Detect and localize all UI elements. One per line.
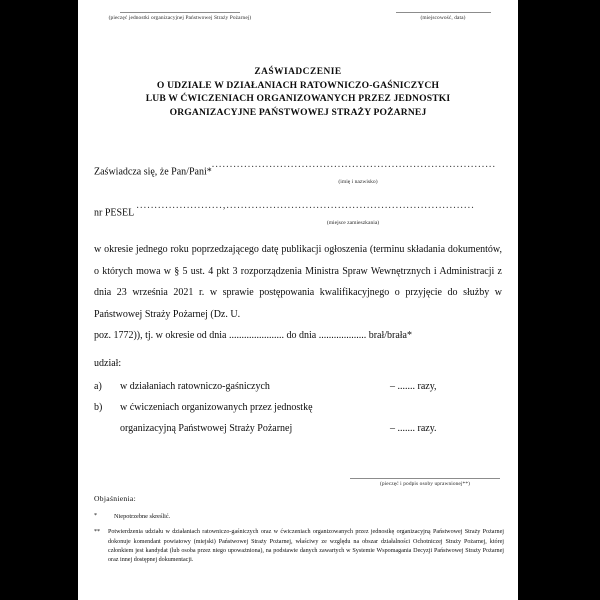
left-stamp-caption: (pieczęć jednostki organizacyjnej Państwowej Straży Pożarnej) [108,15,252,21]
name-field-dots[interactable]: ............................................................................... [211,159,497,170]
page-inner [78,0,518,600]
right-stamp-block [378,12,508,23]
pesel-field-dots[interactable]: ........................,..................................................................... [136,200,475,211]
document-page [78,0,518,600]
list-item-continuation: organizacyjną Państwowej Straży Pożarnej [120,422,293,434]
footnote-marker: ** [94,529,101,536]
list-item-marker: b) [94,401,103,413]
left-stamp-rule [120,12,240,13]
right-stamp-rule [396,12,491,13]
main-paragraph-last-line: poz. 1772)), tj. w okresie od dnia ...................... do dnia ................... brał/brała* [94,330,412,341]
footnotes-title: Objaśnienia: [94,494,136,503]
main-paragraph [94,239,502,347]
list-item-count[interactable]: – ....... razy, [390,380,437,392]
list-item [94,376,502,397]
participation-label: udział: [94,357,122,369]
participation-list [94,376,502,439]
pesel-field-label: nr PESEL [94,207,134,219]
footnote-text: Niepotrzebne skreślić. [114,513,171,520]
name-field-row [94,155,502,182]
left-stamp-block [100,12,260,23]
signature-block [340,478,510,489]
footnote-item [94,512,504,521]
name-field-label: Zaświadcza się, że Pan/Pani* [94,166,212,178]
title-line-3: LUB W ĆWICZENIACH ORGANIZOWANYCH PRZEZ JEDNOSTKI [145,93,451,105]
title-line-4: ORGANIZACYJNE PAŃSTWOWEJ STRAŻY POŻARNEJ [169,106,427,118]
list-item-count[interactable]: – ....... razy. [390,422,437,434]
list-item-text: w ćwiczeniach organizowanych przez jednostkę [120,401,313,413]
residence-caption: (miejsce zamieszkania) [326,220,380,226]
signature-rule [350,478,500,479]
list-item-marker: a) [94,380,102,392]
document-title [90,66,506,119]
list-item-text: w działaniach ratowniczo-gaśniczych [120,380,270,392]
name-field-caption: (imię i nazwisko) [338,179,378,185]
main-paragraph-text: w okresie jednego roku poprzedzającego datę publikacji ogłoszenia (terminu składania dokumentów, o których mowa w § 5 ust. 4 pkt 3 rozporządzenia Ministra Spraw Wewnętrznych i Administracji z dnia 23 września 2021 r. w sprawie postępowania kwalifikacyjnego o przyjęcie do służby w Państwowej Straży Pożarnej (Dz. U. [94,244,502,320]
document-header [78,12,518,48]
list-item [94,397,502,418]
footnotes-section [94,493,504,565]
title-line-2: O UDZIALE W DZIAŁANIACH RATOWNICZO-GAŚNICZYCH [156,80,440,92]
pesel-field-row [94,196,502,223]
place-date-caption: (miejscowość, data) [420,15,466,21]
signature-caption: (pieczęć i podpis osoby uprawnionej**) [379,481,471,487]
document-body [94,155,502,439]
footnote-marker: * [94,513,98,519]
title-line-1: ZAŚWIADCZENIE [254,67,342,77]
footnote-item [94,528,504,565]
footnote-text: Potwierdzenia udziału w działaniach ratowniczo-gaśniczych oraz w ćwiczeniach organizowanych przez jednostkę organizacyjną Państwowej Straży Pożarnej dokonuje komendant powiatowy (miejski) Państwowej Straży Pożarnej, właściwy ze względu na obszar działalności Ochotniczej Straży Pożarnej, której członkiem jest kandydat (lub osoba przez niego upoważniona), na podstawie danych zawartych w Systemie Wspomagania Decyzji Państwowej Straży Pożarnej oraz innej dostępnej dokumentacji. [108,529,504,564]
list-item-continuation-row [94,418,502,439]
